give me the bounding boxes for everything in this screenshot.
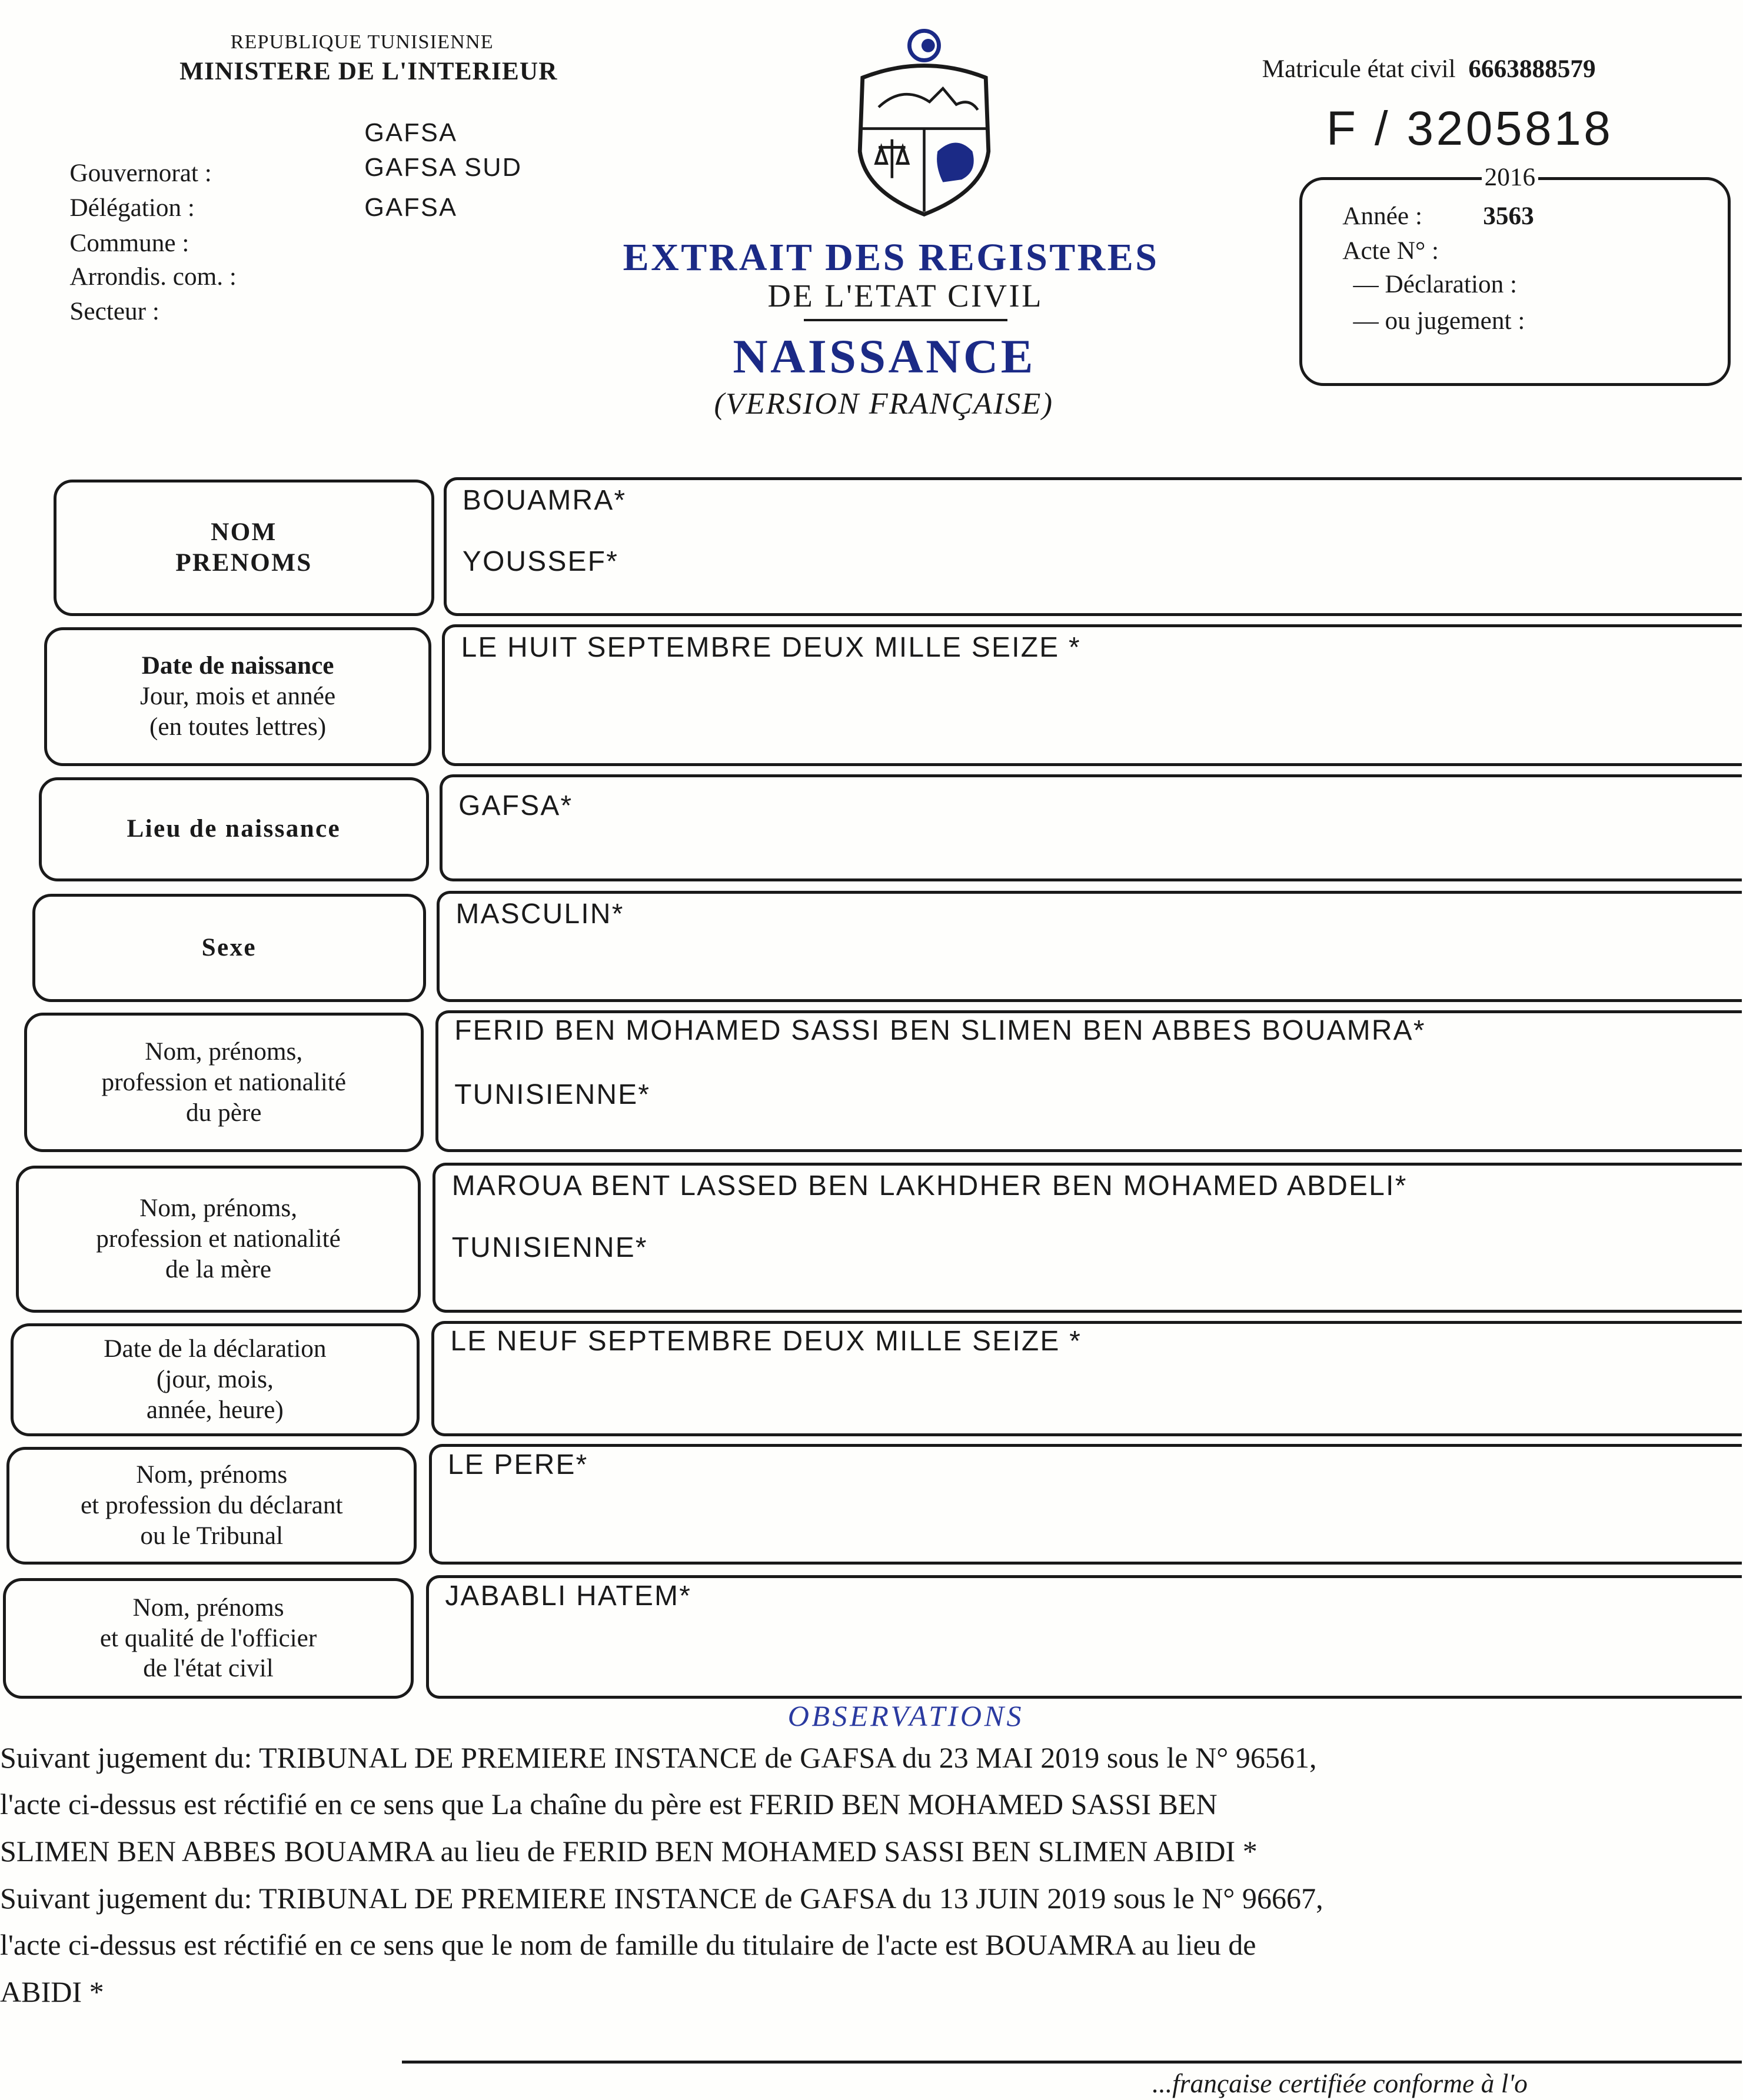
row-value-box [426, 1575, 1742, 1699]
row-value-box [435, 1010, 1742, 1152]
row-value: TUNISIENNE* [454, 1079, 651, 1111]
ministry-heading: MINISTERE DE L'INTERIEUR [179, 57, 558, 86]
row-value: FERID BEN MOHAMED SASSI BEN SLIMEN BEN ABBES BOUAMRA* [454, 1015, 1426, 1047]
observation-line: Suivant jugement du: TRIBUNAL DE PREMIERE INSTANCE de GAFSA du 23 MAI 2019 sous le N° 96561, [0, 1740, 1317, 1774]
observation-line: l'acte ci-dessus est réctifié en ce sens que le nom de famille du titulaire de l'acte est BOUAMRA au lieu de [0, 1928, 1256, 1962]
row-value: LE PERE* [447, 1449, 588, 1480]
matricule [1262, 56, 1596, 82]
observation-line: ABIDI * [0, 1975, 104, 2009]
observation-line: l'acte ci-dessus est réctifié en ce sens que La chaîne du père est FERID BEN MOHAMED SASSI BEN [0, 1788, 1218, 1821]
row-value: LE NEUF SEPTEMBRE DEUX MILLE SEIZE * [450, 1326, 1082, 1357]
row-value-box [440, 774, 1742, 881]
row-label [175, 517, 312, 578]
arrondissement-label: Arrondis. com. : [69, 262, 237, 291]
title-version: (VERSION FRANÇAISE) [714, 387, 1054, 421]
row-value: MAROUA BENT LASSED BEN LAKHDHER BEN MOHAMED ABDELI* [451, 1170, 1408, 1202]
row-label-line: et profession du déclarant [80, 1491, 343, 1519]
row-label [104, 1334, 326, 1426]
row-label-line: PRENOMS [175, 548, 312, 577]
row-label [140, 651, 335, 743]
row-label-box [24, 1013, 424, 1152]
matricule-value: 6663888579 [1468, 54, 1596, 83]
delegation-label: Délégation : [69, 194, 195, 222]
row-label-box [39, 777, 429, 882]
matricule-label: Matricule état civil [1262, 54, 1456, 83]
row-label-line: Sexe [201, 933, 257, 961]
row-value: YOUSSEF* [462, 546, 619, 578]
title-naissance: NAISSANCE [733, 329, 1036, 383]
row-label [101, 1037, 346, 1129]
row-value: BOUAMRA* [462, 484, 627, 516]
row-label-line: Date de la déclaration [104, 1334, 327, 1363]
row-label-line: Nom, prénoms, [145, 1037, 303, 1066]
title-underline [804, 319, 1007, 322]
delegation-value: GAFSA SUD [364, 154, 523, 182]
row-label-line: de l'état civil [143, 1654, 274, 1683]
row-label-line: année, heure) [146, 1395, 284, 1424]
row-value: MASCULIN* [455, 898, 624, 930]
commune-label: Commune : [69, 228, 189, 257]
row-value: TUNISIENNE* [451, 1232, 648, 1263]
row-label-line: Nom, prénoms, [139, 1194, 298, 1223]
footer-certification-text: ...française certifiée conforme à l'o [1152, 2068, 1528, 2098]
row-label [100, 1593, 317, 1685]
row-label [202, 933, 257, 963]
observation-line: SLIMEN BEN ABBES BOUAMRA au lieu de FERID BEN MOHAMED SASSI BEN SLIMEN ABIDI * [0, 1835, 1258, 1868]
jugement-label: — ou jugement : [1353, 306, 1525, 335]
row-label-box [6, 1447, 417, 1565]
row-label-line: Date de naissance [141, 651, 334, 680]
row-label-line: Lieu de naissance [127, 814, 341, 843]
title-etat-civil: DE L'ETAT CIVIL [767, 277, 1043, 314]
row-label-box [11, 1323, 419, 1436]
serial-number: F / 3205818 [1326, 101, 1614, 155]
row-label [96, 1193, 341, 1285]
row-label-box [16, 1166, 421, 1313]
row-label-line: profession et nationalité [101, 1067, 347, 1096]
annee-value: 3563 [1483, 202, 1534, 231]
observations-title: OBSERVATIONS [787, 1699, 1024, 1733]
row-label-box [44, 627, 431, 767]
row-label-line: (jour, mois, [156, 1365, 274, 1394]
row-value: GAFSA* [458, 790, 573, 821]
acte-number-label: Acte N° : [1342, 237, 1439, 265]
footer-divider [402, 2061, 1742, 2064]
row-label-box [3, 1578, 414, 1699]
republic-heading: REPUBLIQUE TUNISIENNE [230, 31, 494, 53]
row-value-box [431, 1321, 1742, 1436]
row-label-box [32, 894, 426, 1002]
commune-value: GAFSA [364, 194, 458, 222]
row-label-box [54, 480, 434, 616]
annee-label: Année : [1342, 202, 1422, 231]
row-label-line: Nom, prénoms [136, 1460, 288, 1489]
title-extract: EXTRAIT DES REGISTRES [623, 236, 1159, 279]
row-label-line: profession et nationalité [96, 1224, 341, 1253]
gouvernorat-label: Gouvernorat : [69, 159, 212, 188]
row-label-line: de la mère [165, 1254, 272, 1283]
row-label-line: NOM [211, 518, 277, 547]
row-label-line: (en toutes lettres) [149, 712, 327, 741]
row-label-line: ou le Tribunal [140, 1521, 284, 1550]
observation-line: Suivant jugement du: TRIBUNAL DE PREMIERE INSTANCE de GAFSA du 13 JUIN 2019 sous le N° 96667, [0, 1881, 1323, 1915]
row-value-box [437, 891, 1742, 1002]
declaration-label: — Déclaration : [1353, 270, 1518, 299]
acte-year: 2016 [1482, 165, 1538, 190]
row-value-box [433, 1163, 1741, 1313]
row-label-line: Nom, prénoms [132, 1593, 284, 1622]
row-value-box [429, 1444, 1742, 1565]
row-value: LE HUIT SEPTEMBRE DEUX MILLE SEIZE * [461, 631, 1081, 663]
row-value-box [442, 624, 1741, 766]
row-label [81, 1460, 343, 1552]
row-value: JABABLI HATEM* [445, 1580, 692, 1612]
row-label-line: du père [186, 1098, 262, 1127]
tunisia-coat-of-arms-emblem [849, 24, 999, 218]
row-value-box [444, 477, 1742, 617]
secteur-label: Secteur : [69, 297, 159, 325]
row-label-line: Jour, mois et année [140, 681, 336, 710]
row-label-line: et qualité de l'officier [99, 1623, 317, 1652]
gouvernorat-value: GAFSA [364, 118, 458, 147]
row-label [127, 814, 341, 844]
